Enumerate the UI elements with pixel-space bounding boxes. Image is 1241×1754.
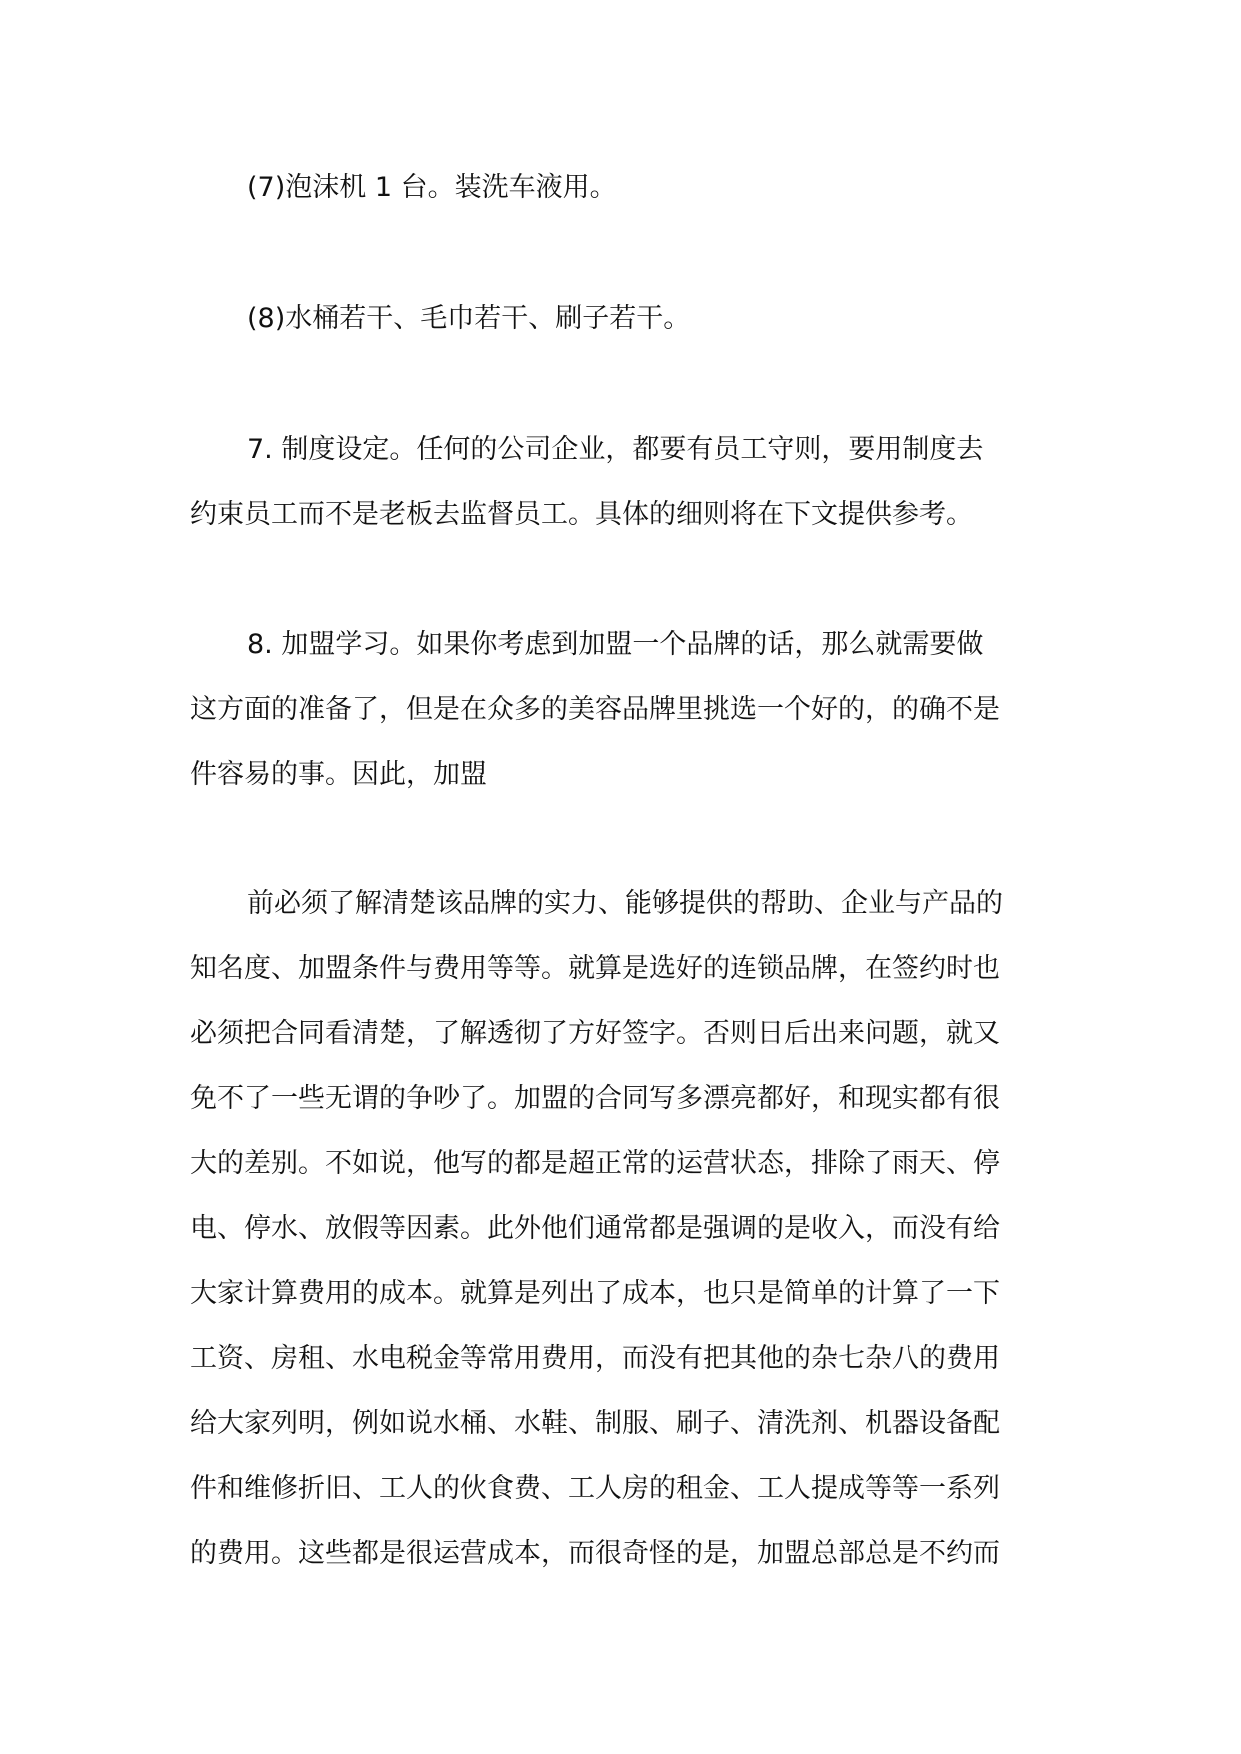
text-line: 知名度、加盟条件与费用等等。就算是选好的连锁品牌，在签约时也 [190, 953, 1000, 984]
text-line: (8)水桶若干、毛巾若干、刷子若干。 [247, 303, 691, 334]
paragraph-franchise-study [190, 612, 1070, 807]
text-line: 大的差别。不如说，他写的都是超正常的运营状态，排除了雨天、停 [190, 1148, 1000, 1179]
text-line: 大家计算费用的成本。就算是列出了成本，也只是简单的计算了一下 [190, 1278, 1000, 1309]
paragraph-equipment-7 [190, 155, 1070, 220]
text-line: (7)泡沫机 1 台。装洗车液用。 [247, 172, 617, 203]
text-line: 工资、房租、水电税金等常用费用，而没有把其他的杂七杂八的费用 [190, 1343, 1000, 1374]
paragraph-equipment-8 [190, 286, 1070, 351]
text-line: 8. 加盟学习。如果你考虑到加盟一个品牌的话，那么就需要做 [247, 629, 984, 660]
text-line: 这方面的准备了，但是在众多的美容品牌里挑选一个好的，的确不是 [190, 694, 1000, 725]
text-line: 必须把合同看清楚，了解透彻了方好签字。否则日后出来问题，就又 [190, 1018, 1000, 1049]
text-line: 前必须了解清楚该品牌的实力、能够提供的帮助、企业与产品的 [247, 888, 1003, 919]
text-line: 免不了一些无谓的争吵了。加盟的合同写多漂亮都好，和现实都有很 [190, 1083, 1000, 1114]
paragraph-franchise-details [190, 871, 1070, 1586]
text-line: 件容易的事。因此，加盟 [190, 759, 487, 790]
text-line: 约束员工而不是老板去监督员工。具体的细则将在下文提供参考。 [190, 499, 973, 530]
text-line: 给大家列明，例如说水桶、水鞋、制服、刷子、清洗剂、机器设备配 [190, 1408, 1000, 1439]
text-line: 的费用。这些都是很运营成本，而很奇怪的是，加盟总部总是不约而 [190, 1538, 1000, 1569]
text-line: 电、停水、放假等因素。此外他们通常都是强调的是收入，而没有给 [190, 1213, 1000, 1244]
paragraph-system-setup [190, 417, 1070, 547]
text-line: 件和维修折旧、工人的伙食费、工人房的租金、工人提成等等一系列 [190, 1473, 1000, 1504]
text-line: 7. 制度设定。任何的公司企业，都要有员工守则，要用制度去 [247, 434, 984, 465]
